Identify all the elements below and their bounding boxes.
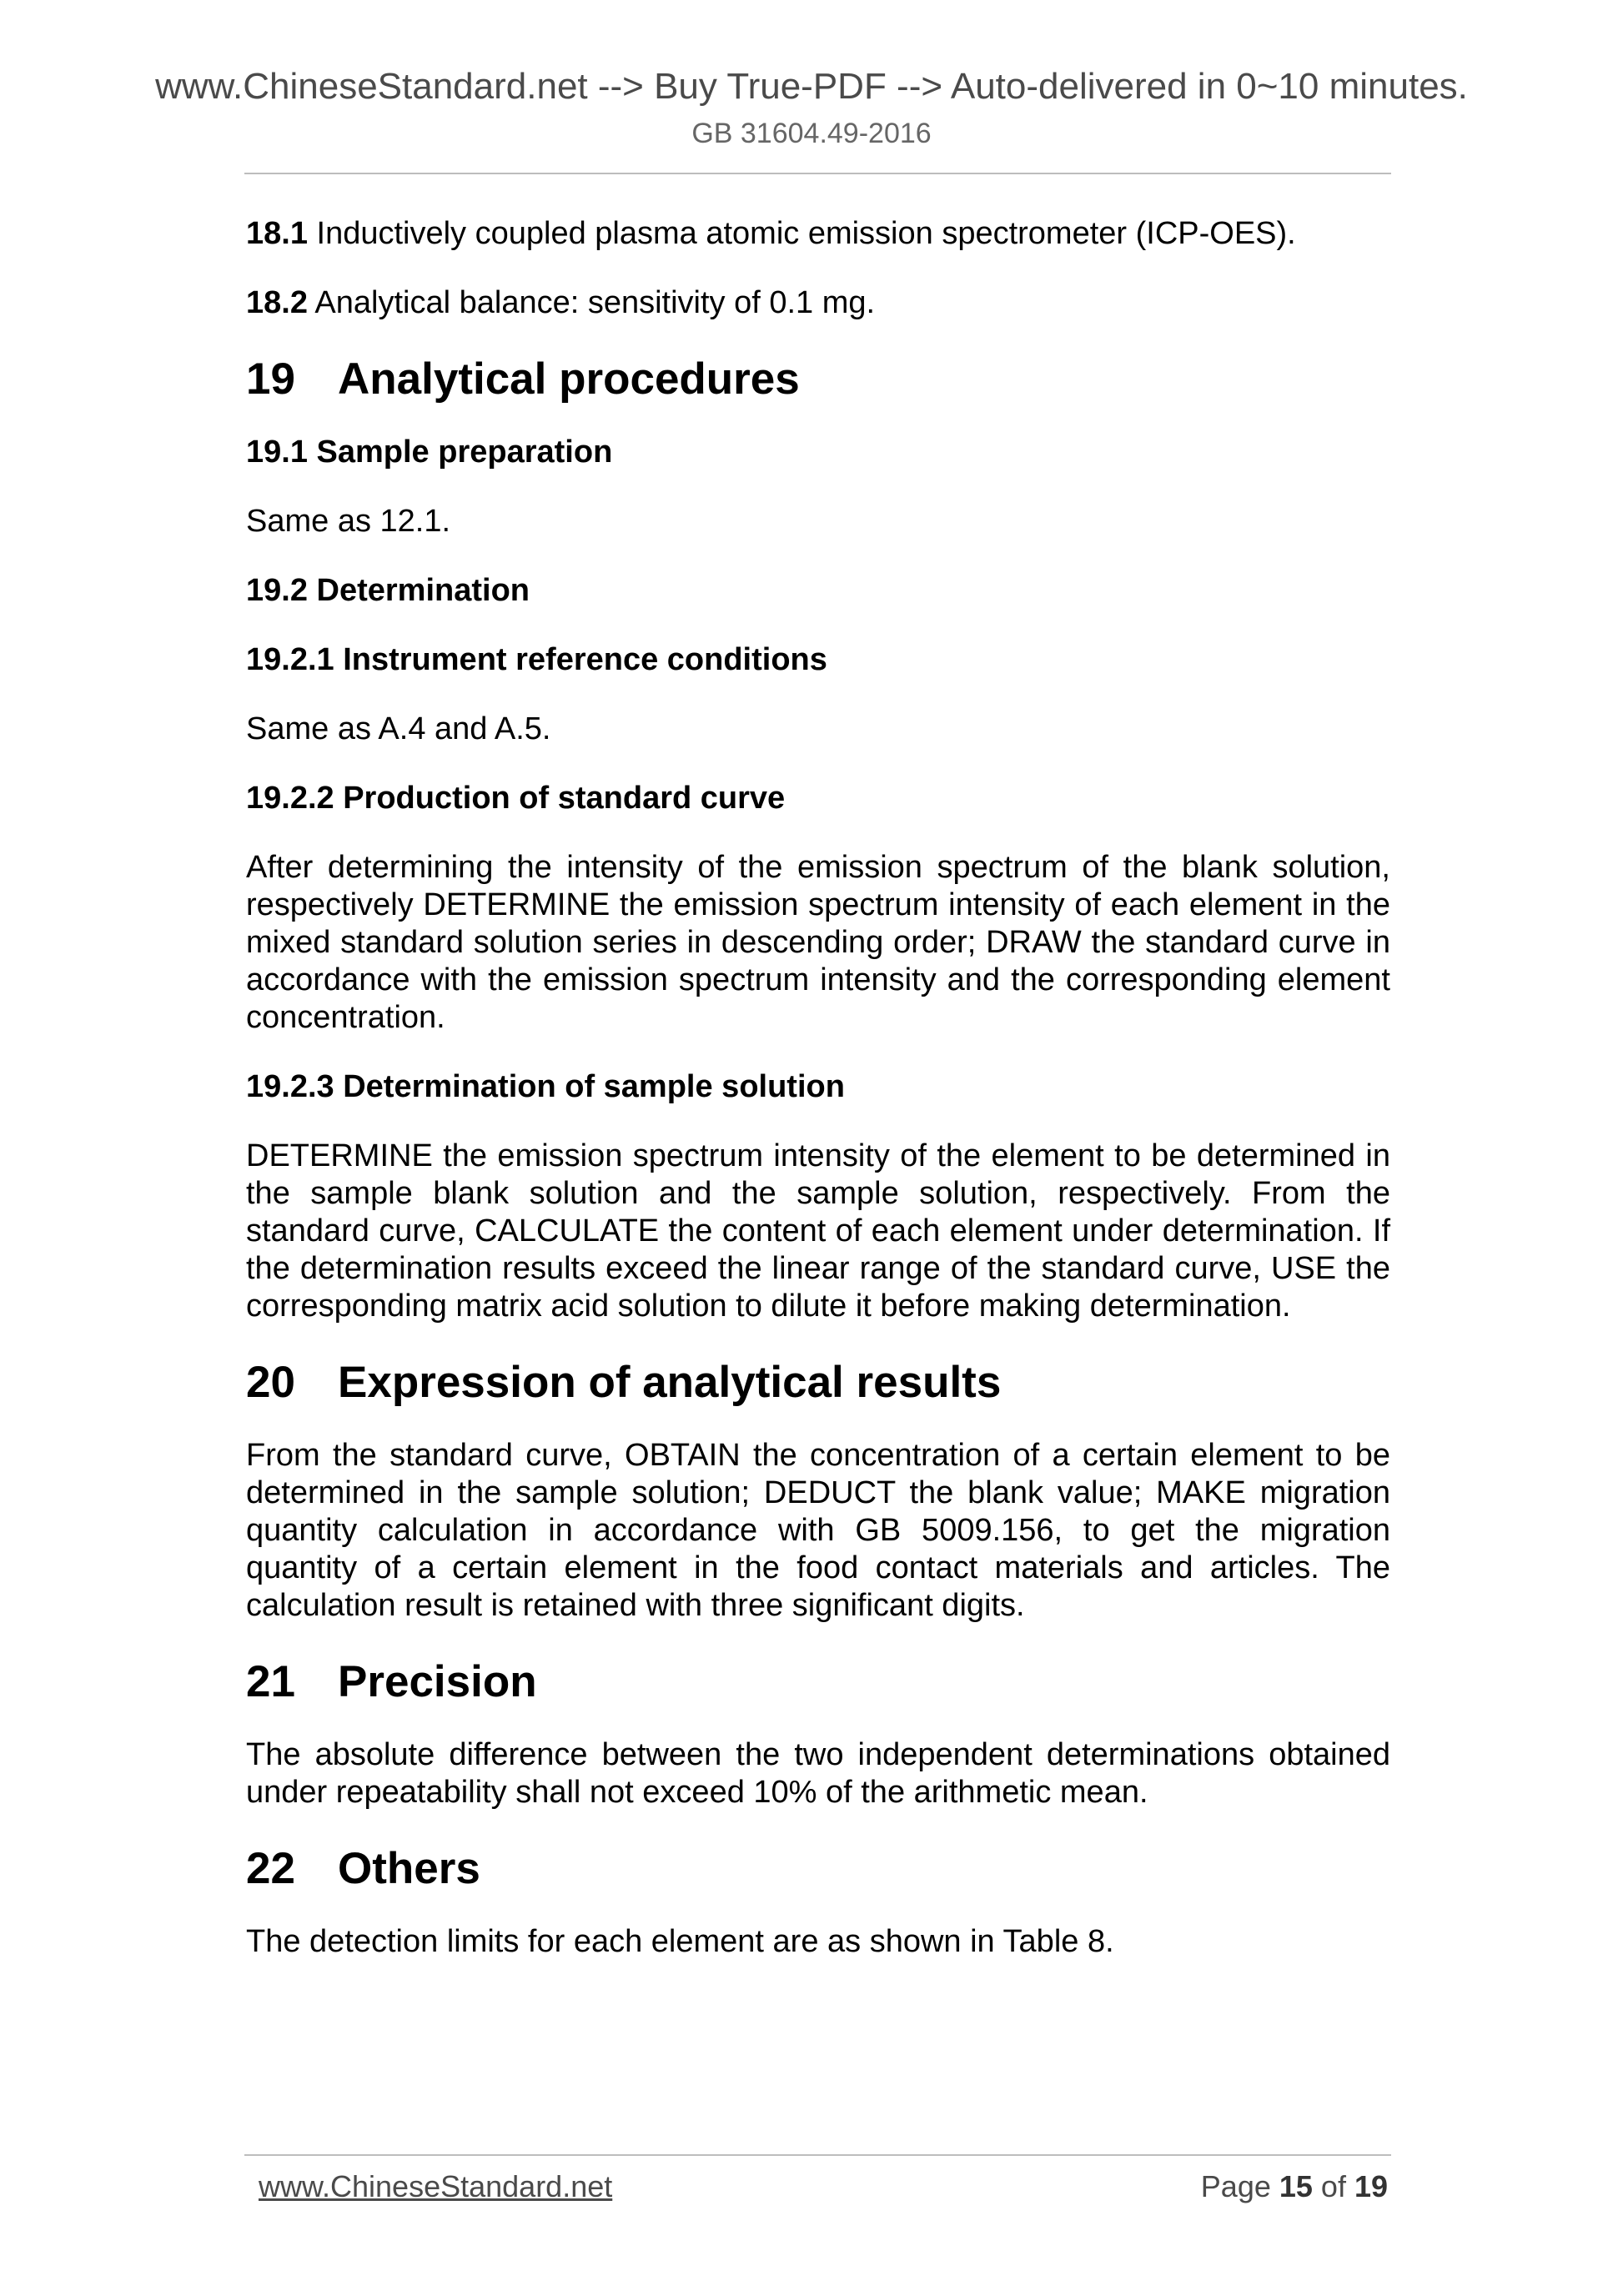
- section-heading-21: [246, 1656, 1390, 1708]
- paragraph-19-2-3: DETERMINE the emission spectrum intensity of the element to be determined in the sample blank solution and the sample solution, respectively. From the standard curve, CALCULATE the content of each element under determination. If the determination results exceed the linear range of the standard curve, USE the corresponding matrix acid solution to dilute it before making determination.: [246, 1138, 1390, 1324]
- section-number: 22: [246, 1844, 295, 1893]
- section-heading-19: [246, 354, 1390, 405]
- subsection-heading-19-2-3: 19.2.3 Determination of sample solution: [246, 1069, 845, 1104]
- page-of: of: [1312, 2169, 1354, 2203]
- clause-text: Analytical balance: sensitivity of 0.1 mg.: [307, 285, 876, 320]
- clause-number: 18.1: [246, 216, 308, 251]
- page-content: [246, 215, 1390, 1961]
- paragraph-19-2-2: After determining the intensity of the emission spectrum of the blank solution, respectively DETERMINE the emission spectrum intensity of each element in the mixed standard solution series in descending order; DRAW the standard curve in accordance with the emission spectrum intensity and the corresponding element concentration.: [246, 850, 1390, 1035]
- paragraph-21: The absolute difference between the two independent determinations obtained under repeatability shall not exceed 10% of the arithmetic mean.: [246, 1737, 1390, 1810]
- subsection-heading-19-2-1: 19.2.1 Instrument reference conditions: [246, 642, 827, 677]
- section-heading-20: [246, 1357, 1390, 1409]
- clause-text: Inductively coupled plasma atomic emission spectrometer (ICP-OES).: [307, 216, 1296, 251]
- subsection-heading-19-2-2: 19.2.2 Production of standard curve: [246, 781, 786, 816]
- section-title: Analytical procedures: [338, 354, 800, 404]
- page-number: [1201, 2168, 1388, 2205]
- clause-18-2: [246, 284, 1390, 322]
- clause-number: 18.2: [246, 285, 308, 320]
- header-banner: www.ChineseStandard.net --> Buy True-PDF --> Auto-delivered in 0~10 minutes.: [155, 66, 1468, 107]
- footer-divider: [244, 2154, 1391, 2156]
- current-page: 15: [1279, 2169, 1313, 2203]
- section-number: 21: [246, 1657, 295, 1706]
- header-divider: [244, 173, 1391, 174]
- footer-site-link[interactable]: www.ChineseStandard.net: [259, 2169, 613, 2203]
- document-number: GB 31604.49-2016: [691, 118, 932, 149]
- paragraph-19-1: Same as 12.1.: [246, 504, 451, 539]
- section-title: Precision: [338, 1657, 537, 1706]
- section-number: 19: [246, 354, 295, 404]
- paragraph-19-2-1: Same as A.4 and A.5.: [246, 711, 551, 746]
- subsection-heading-19-2: 19.2 Determination: [246, 573, 530, 608]
- section-title: Expression of analytical results: [338, 1358, 1002, 1407]
- page-prefix: Page: [1200, 2169, 1279, 2203]
- total-pages: 19: [1354, 2169, 1388, 2203]
- paragraph-20: From the standard curve, OBTAIN the concentration of a certain element to be determined in the sample solution; DEDUCT the blank value; MAKE migration quantity calculation in accordance with GB 5009.156, to get the migration quantity of a certain element in the food contact materials and articles. The calculation result is retained with three significant digits.: [246, 1438, 1390, 1623]
- section-heading-22: [246, 1843, 1390, 1895]
- clause-18-1: [246, 215, 1390, 253]
- paragraph-22: The detection limits for each element are as shown in Table 8.: [246, 1924, 1114, 1959]
- subsection-heading-19-1: 19.1 Sample preparation: [246, 435, 613, 470]
- section-number: 20: [246, 1358, 295, 1407]
- section-title: Others: [338, 1844, 480, 1893]
